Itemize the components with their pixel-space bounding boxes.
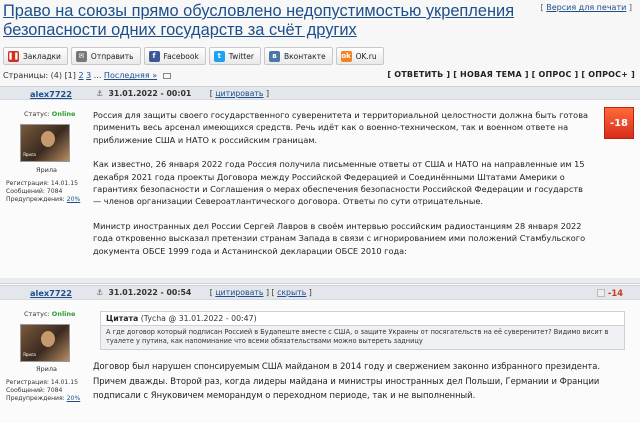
user-stats: Регистрация: 14.01.15 Сообщений: 7084 Предупреждения: 20% [6,180,81,203]
last-page-link[interactable]: Последняя » [103,71,158,80]
share-label: Вконтакте [283,51,326,61]
post [0,86,640,278]
twitter-icon: t [214,51,225,62]
user-rank: Ярила [36,166,58,174]
page-3-link[interactable]: 3 [86,71,92,80]
post-date: 31.01.2022 - 00:01 [108,89,192,98]
author-link[interactable]: alex7722 [30,89,72,99]
quote-header: Цитата (Tycha @ 31.01.2022 - 00:47) [106,314,257,323]
facebook-icon: f [149,51,160,62]
author-info [0,300,90,420]
anchor-icon[interactable]: ⚓ [96,288,104,297]
share-label: Facebook [163,51,199,61]
share-label: OK.ru [355,51,377,61]
post-header [0,285,640,300]
post-body: Договор был нарушен спонсируемым США майданом в 2014 году и свержением законно избранного президента. Причем дважды. Второй раз, когда лидеры майдана и министры иностранных дел Польши, Германии и Франции подписали с Януковичем меморандум о переходном периоде, так и не выполненный. [93,361,601,401]
rate-up-button[interactable] [597,289,605,297]
user-status: Статус: Online [24,310,76,318]
share-button-bookmark[interactable] [3,47,68,65]
topic-header [0,0,640,44]
user-rank: Ярила [36,365,58,373]
author-info [0,100,90,270]
user-status: Статус: Online [24,110,76,118]
warnings-link[interactable]: 20% [66,196,81,203]
post-rating[interactable]: -18 [604,107,634,139]
share-button-ok[interactable] [336,47,384,65]
print-version-link[interactable]: Версия для печати [546,3,627,12]
bookmark-icon: ❚❚ [7,52,20,60]
post-divider [0,278,640,284]
ok-icon: ok [341,52,351,60]
avatar[interactable]: Ярила [20,124,70,162]
vk-icon: в [269,51,280,62]
post-header [0,86,640,100]
post-meta: ⚓ 31.01.2022 - 00:01 [ цитировать ] [96,89,270,98]
avatar[interactable]: Ярила [20,324,70,362]
author-link[interactable]: alex7722 [30,288,72,298]
quote-link[interactable]: цитировать [215,89,264,98]
mail-icon[interactable] [163,73,171,79]
topic-actions[interactable]: [ ОТВЕТИТЬ ] [ НОВАЯ ТЕМА ] [ ОПРОС ] [ ОПРОС+ ] [387,70,635,79]
topic-title[interactable]: Право на союзы прямо обусловлено недопустимостью укрепления безопасности одних государств за счёт других [3,2,515,39]
share-button-facebook[interactable] [144,47,206,65]
quote-block [100,311,625,350]
share-button-twitter[interactable] [209,47,261,65]
share-button-vk[interactable] [264,47,333,65]
quote-text: А где договор который подписан Россией в Будапеште вместе с США, о защите Украины от посягательств на её суверенитет? Видимо висит в туалете у путина, как напоминание что всеми обязательствами можно вытереть задницу [101,325,624,349]
hide-link[interactable]: скрыть [277,288,307,297]
share-label: Отправить [90,51,134,61]
share-button-mail[interactable] [71,47,141,65]
print-version: [ Версия для печати ] [540,3,632,12]
post-body: Россия для защиты своего государственного суверенитета и территориальной целостности должна быть готова применить весь арсенал имеющихся средств. Речь идёт как о военно-техническом, так и военном ответе на приближение США и НАТО к российским границам. Как известно, 26 января 2022 года Россия получила письменные ответы от США и НАТО на направленные им 15 декабря 2021 года проекты Договора между Российской Федерацией и Соединёнными Штатами Америки о гарантиях безопасности и Соглашения о мерах обеспечения безопасности Российской Федерации и государств — членов организации Североатлантического договора. Ответы по сути отрицательные. Министр иностранных дел России Сергей Лавров в своём интервью российским радиостанциям 28 января 2022 года откровенно высказал претензии странам Запада в связи с игнорированием ими положений Стамбульского документа ОБСЕ 1999 года и Астанинской декларации ОБСЕ 2010 года: [93,110,589,256]
user-stats: Регистрация: 14.01.15 Сообщений: 7084 Предупреждения: 20% [6,379,81,402]
share-label: Закладки [23,51,61,61]
pagination: Страницы: (4) [1] 2 3 ... Последняя » [3,71,171,80]
share-bar [3,47,384,65]
share-label: Twitter [228,51,254,61]
current-page: [1] [64,71,76,80]
post-rating[interactable]: -14 [607,288,623,298]
post-meta: ⚓ 31.01.2022 - 00:54 [ цитировать ] [ скрыть ] [96,288,312,297]
post-date: 31.01.2022 - 00:54 [108,288,192,297]
anchor-icon[interactable]: ⚓ [96,89,104,98]
page-2-link[interactable]: 2 [78,71,84,80]
warnings-link[interactable]: 20% [66,395,81,402]
quote-link[interactable]: цитировать [215,288,264,297]
post [0,285,640,423]
mail-icon: ✉ [76,51,87,62]
